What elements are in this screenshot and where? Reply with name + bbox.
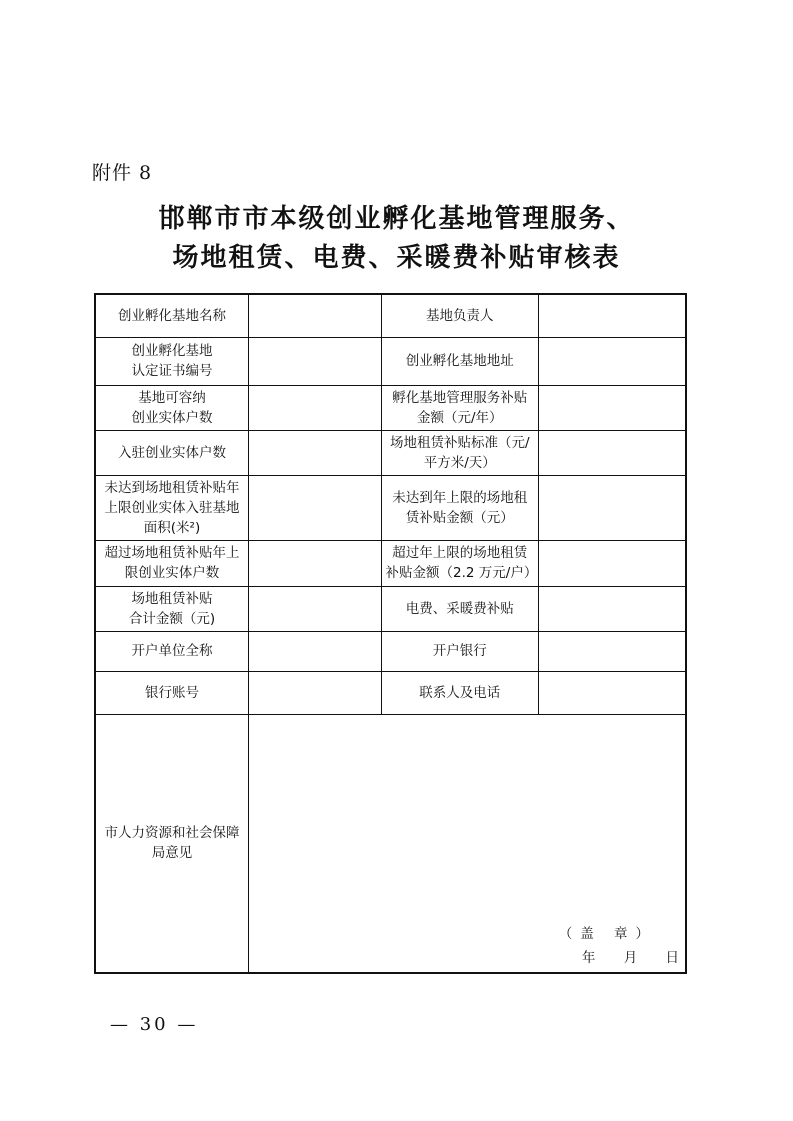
under-limit-area-label: 未达到场地租赁补贴年 上限创业实体入驻基地 面积(米²) bbox=[95, 475, 249, 540]
under-limit-area-field[interactable] bbox=[249, 475, 381, 540]
rent-total-field[interactable] bbox=[249, 586, 381, 631]
bank-account-label: 银行账号 bbox=[95, 671, 249, 714]
under-limit-amount-label: 未达到年上限的场地租 赁补贴金额（元） bbox=[381, 475, 539, 540]
under-limit-amount-field[interactable] bbox=[539, 475, 686, 540]
utility-subsidy-field[interactable] bbox=[539, 586, 686, 631]
hrss-opinion-label: 市人力资源和社会保障 局意见 bbox=[95, 714, 249, 973]
table-row bbox=[95, 475, 686, 540]
base-address-label: 创业孵化基地地址 bbox=[381, 337, 539, 385]
table-row bbox=[95, 586, 686, 631]
over-limit-amount-label: 超过年上限的场地租赁 补贴金额（2.2 万元/户） bbox=[381, 540, 539, 586]
table-row bbox=[95, 337, 686, 385]
resident-count-field[interactable] bbox=[249, 430, 381, 475]
attachment-label: 附件 8 bbox=[92, 162, 153, 184]
table-row bbox=[95, 385, 686, 430]
contact-field[interactable] bbox=[539, 671, 686, 714]
capacity-field[interactable] bbox=[249, 385, 381, 430]
utility-subsidy-label: 电费、采暖费补贴 bbox=[381, 586, 539, 631]
contact-label: 联系人及电话 bbox=[381, 671, 539, 714]
table-row bbox=[95, 430, 686, 475]
management-subsidy-label: 孵化基地管理服务补贴 金额（元/年） bbox=[381, 385, 539, 430]
over-limit-count-field[interactable] bbox=[249, 540, 381, 586]
form-title-line-2: 场地租赁、电费、采暖费补贴审核表 bbox=[172, 243, 621, 273]
table-row bbox=[95, 671, 686, 714]
capacity-label: 基地可容纳 创业实体户数 bbox=[95, 385, 249, 430]
base-address-field[interactable] bbox=[539, 337, 686, 385]
base-name-label: 创业孵化基地名称 bbox=[95, 294, 249, 337]
table-row bbox=[95, 540, 686, 586]
hrss-opinion-field[interactable] bbox=[249, 714, 686, 973]
rent-standard-label: 场地租赁补贴标准（元/ 平方米/天） bbox=[381, 430, 539, 475]
account-holder-label: 开户单位全称 bbox=[95, 631, 249, 671]
over-limit-count-label: 超过场地租赁补贴年上 限创业实体户数 bbox=[95, 540, 249, 586]
bank-label: 开户银行 bbox=[381, 631, 539, 671]
certificate-number-label: 创业孵化基地 认定证书编号 bbox=[95, 337, 249, 385]
base-manager-field[interactable] bbox=[539, 294, 686, 337]
rent-total-label: 场地租赁补贴 合计金额（元) bbox=[95, 586, 249, 631]
bank-field[interactable] bbox=[539, 631, 686, 671]
audit-form-table bbox=[94, 293, 687, 974]
account-holder-field[interactable] bbox=[249, 631, 381, 671]
rent-standard-field[interactable] bbox=[539, 430, 686, 475]
table-row bbox=[95, 714, 686, 973]
form-title-line-1: 邯郸市市本级创业孵化基地管理服务、 bbox=[158, 204, 635, 234]
base-manager-label: 基地负责人 bbox=[381, 294, 539, 337]
management-subsidy-field[interactable] bbox=[539, 385, 686, 430]
base-name-field[interactable] bbox=[249, 294, 381, 337]
resident-count-label: 入驻创业实体户数 bbox=[95, 430, 249, 475]
seal-note: （盖 章） bbox=[558, 926, 657, 942]
table-row bbox=[95, 631, 686, 671]
date-line: 年 月 日 bbox=[581, 950, 679, 966]
table-row bbox=[95, 294, 686, 337]
over-limit-amount-field[interactable] bbox=[539, 540, 686, 586]
certificate-number-field[interactable] bbox=[249, 337, 381, 385]
page-number: — 30 — bbox=[110, 1014, 199, 1035]
bank-account-field[interactable] bbox=[249, 671, 381, 714]
